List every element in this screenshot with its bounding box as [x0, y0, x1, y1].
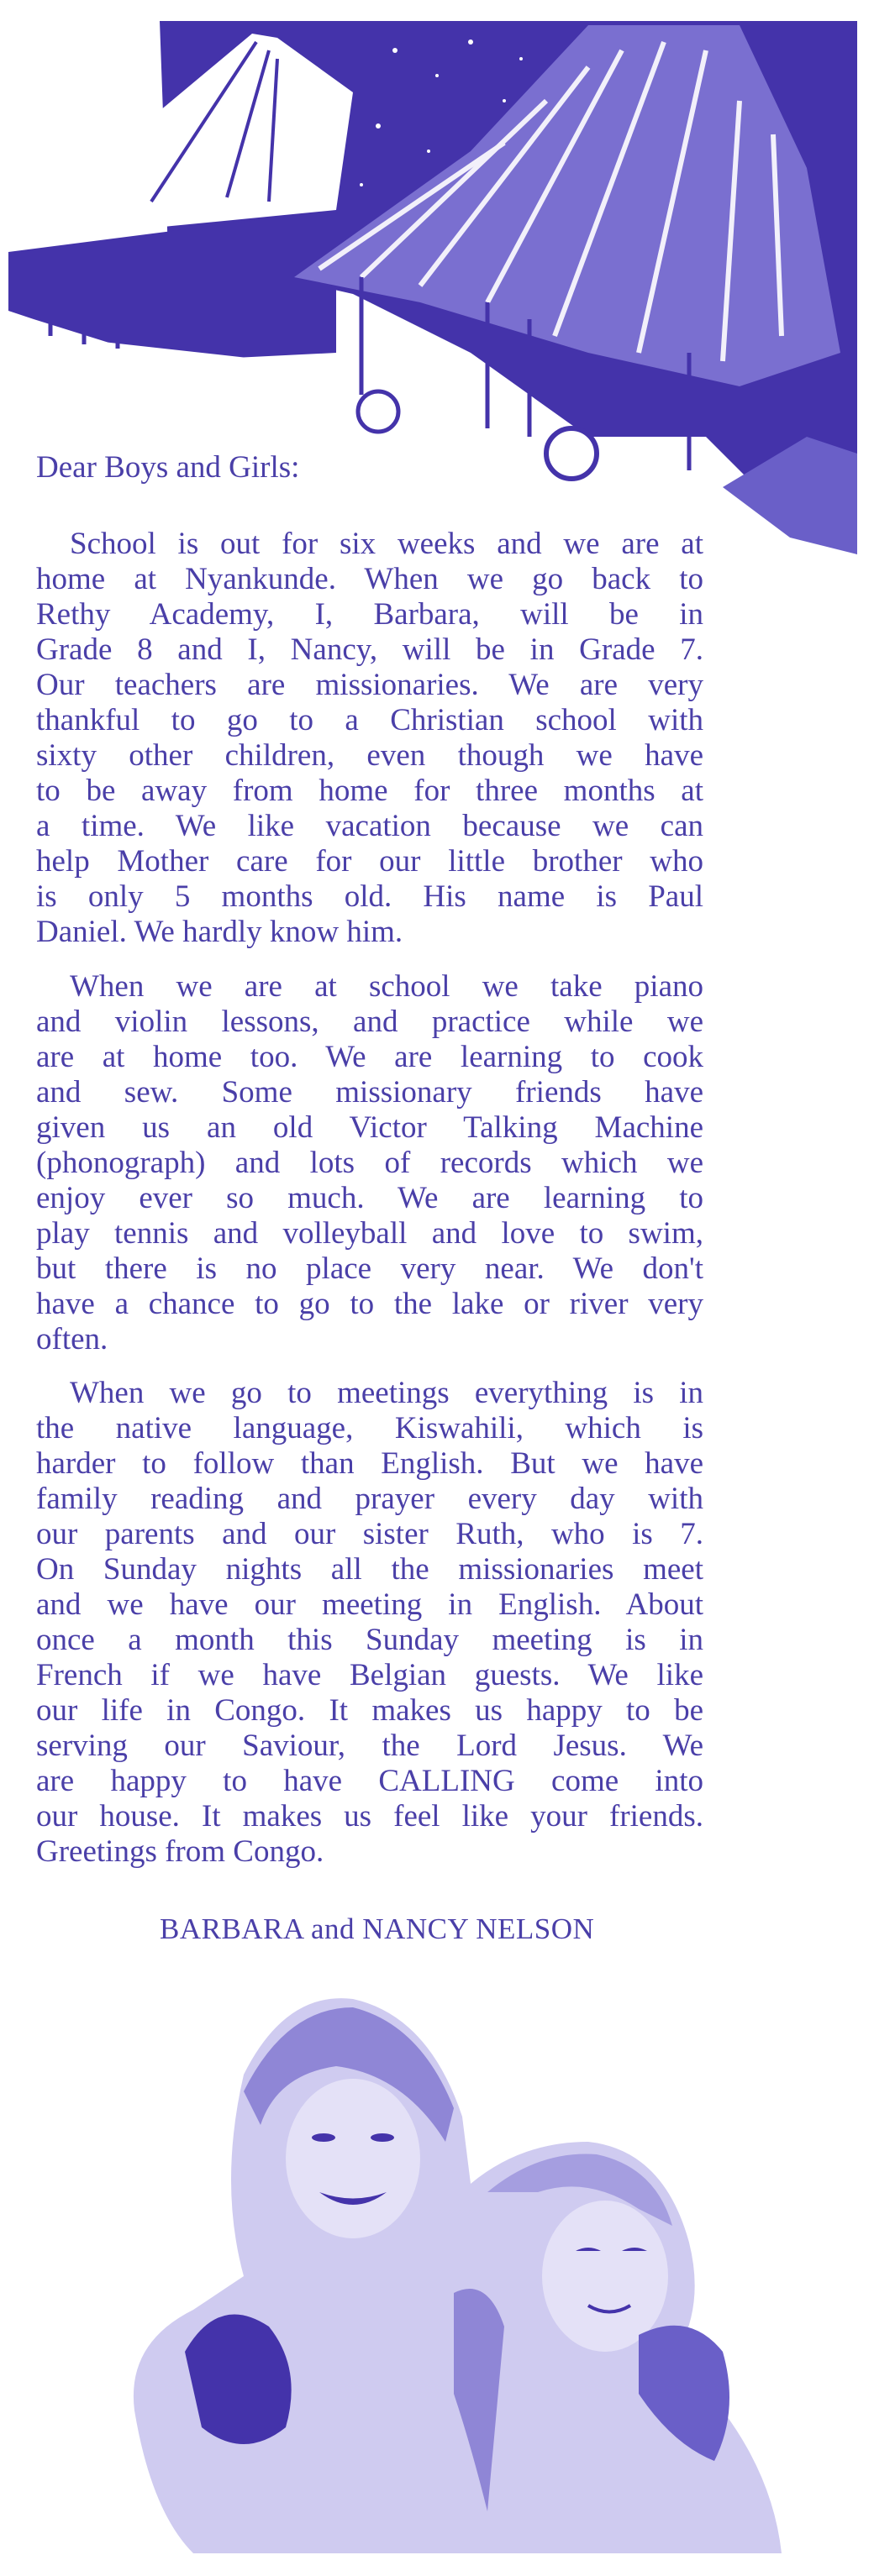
text-line: Rethy Academy, I, Barbara, will be in [36, 597, 703, 632]
text-line: have a chance to go to the lake or river very [36, 1287, 703, 1321]
text-line: French if we have Belgian guests. We like [36, 1658, 703, 1692]
text-line: a time. We like vacation because we can [36, 809, 703, 843]
text-line: serving our Saviour, the Lord Jesus. We [36, 1729, 703, 1763]
text-line: to be away from home for three months at [36, 774, 703, 808]
text-line: sixty other children, even though we have [36, 738, 703, 773]
text-line: our house. It makes us feel like your friends. [36, 1799, 703, 1834]
text-line: our parents and our sister Ruth, who is 7. [36, 1517, 703, 1551]
text-line: Grade 8 and I, Nancy, will be in Grade 7. [36, 632, 703, 667]
text-line: Our teachers are missionaries. We are very [36, 668, 703, 702]
text-line: and sew. Some missionary friends have [36, 1075, 703, 1110]
text-line: harder to follow than English. But we have [36, 1446, 703, 1481]
text-line: home at Nyankunde. When we go back to [36, 562, 703, 596]
text-line: Greetings from Congo. [36, 1834, 324, 1869]
text-line: our life in Congo. It makes us happy to be [36, 1693, 703, 1728]
letter-paragraph-3 [36, 1376, 703, 1870]
text-line: are happy to have CALLING come into [36, 1764, 703, 1798]
text-line: School is out for six weeks and we are at [70, 527, 703, 561]
salutation: Dear Boys and Girls: [36, 450, 300, 485]
thatched-huts-illustration [0, 0, 874, 571]
text-line: and we have our meeting in English. About [36, 1587, 703, 1622]
text-line: On Sunday nights all the missionaries meet [36, 1552, 703, 1587]
text-line: (phonograph) and lots of records which we [36, 1146, 703, 1180]
text-line: Daniel. We hardly know him. [36, 915, 403, 949]
text-line: play tennis and volleyball and love to swim, [36, 1216, 703, 1251]
signature: BARBARA and NANCY NELSON [160, 1912, 595, 1945]
text-line: the native language, Kiswahili, which is [36, 1411, 703, 1445]
letter-paragraph-2 [36, 969, 703, 1357]
text-line: is only 5 months old. His name is Paul [36, 879, 703, 914]
text-line: but there is no place very near. We don't [36, 1251, 703, 1286]
text-line: thankful to go to a Christian school with [36, 703, 703, 737]
text-line: enjoy ever so much. We are learning to [36, 1181, 703, 1215]
text-line: and violin lessons, and practice while we [36, 1005, 703, 1039]
text-line: family reading and prayer every day with [36, 1482, 703, 1516]
text-line: once a month this Sunday meeting is in [36, 1623, 703, 1657]
text-line: often. [36, 1322, 108, 1356]
photo-two-girls [50, 1974, 840, 2576]
text-line: When we are at school we take piano [70, 969, 703, 1004]
text-line: When we go to meetings everything is in [70, 1376, 703, 1410]
text-line: given us an old Victor Talking Machine [36, 1110, 703, 1145]
text-line: are at home too. We are learning to cook [36, 1040, 703, 1074]
letter-paragraph-1 [36, 527, 703, 950]
text-line: help Mother care for our little brother who [36, 844, 703, 879]
